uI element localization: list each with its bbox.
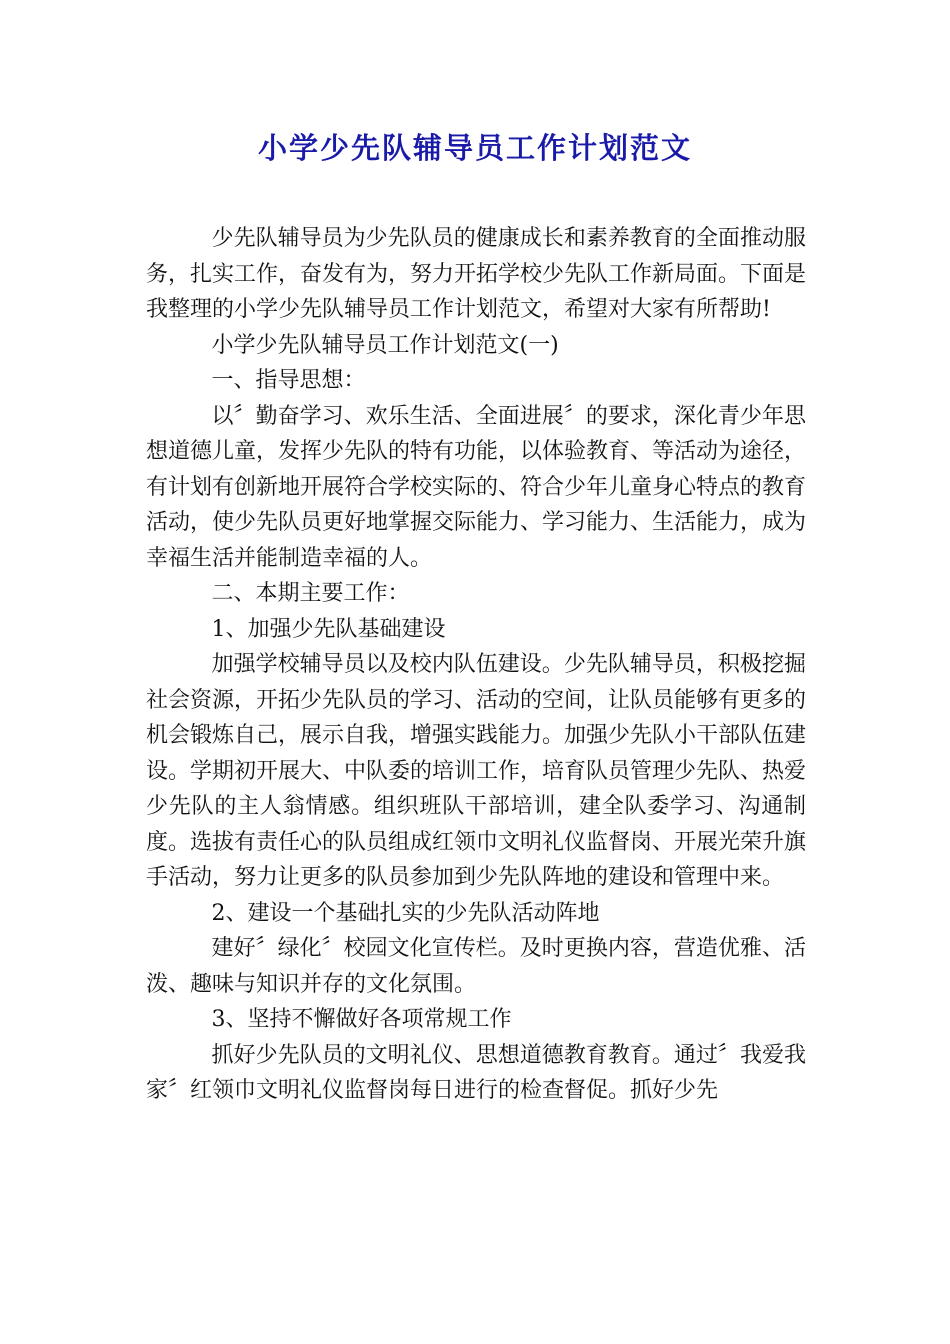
document-title: 小学少先队辅导员工作计划范文 <box>257 131 692 165</box>
paragraph-subheading-1: 1、加强少先队基础建设 <box>211 616 446 642</box>
paragraph-subheading-2: 2、建设一个基础扎实的少先队活动阵地 <box>211 900 600 926</box>
paragraph-activity-base: 建好〞绿化〞校园文化宣传栏。及时更换内容，营造优雅、活泼、趣味与知识并存的文化氛围。 <box>146 936 806 997</box>
paragraph-routine-work: 抓好少先队员的文明礼仪、思想道德教育教育。通过〞我爱我家〞红领巾文明礼仪监督岗每日进行的检查督促。抓好少先 <box>146 1042 806 1103</box>
paragraph-subheading-3: 3、坚持不懈做好各项常规工作 <box>211 1007 512 1032</box>
paragraph-intro: 少先队辅导员为少先队员的健康成长和素养教育的全面推动服务，扎实工作，奋发有为，努力开拓学校少先队工作新局面。下面是我整理的小学少先队辅导员工作计划范文，希望对大家有所帮助! <box>146 226 807 322</box>
document-body <box>146 221 806 1109</box>
paragraph-foundation-building: 加强学校辅导员以及校内队伍建设。少先队辅导员，积极挖掘社会资源，开拓少先队员的学习、活动的空间，让队员能够有更多的机会锻炼自己，展示自我，增强实践能力。加强少先队小干部队伍建设。学期初开展大、中队委的培训工作，培育队员管理少先队、热爱少先队的主人翁情感。组织班队干部培训，建全队委学习、沟通制度。选拔有责任心的队员组成红领巾文明礼仪监督岗、开展光荣升旗手活动，努力让更多的队员参加到少先队阵地的建设和管理中来。 <box>146 652 807 890</box>
paragraph-heading-guiding-ideology: 一、指导思想： <box>211 368 366 393</box>
paragraph-guiding-ideology: 以〞勤奋学习、欢乐生活、全面进展〞的要求，深化青少年思想道德儿童，发挥少先队的特有功能，以体验教育、等活动为途径，有计划有创新地开展符合学校实际的、符合少年儿童身心特点的教育活动，使少先队员更好地掌握交际能力、学习能力、生活能力，成为幸福生活并能制造幸福的人。 <box>146 403 807 571</box>
paragraph-section-heading: 小学少先队辅导员工作计划范文(一) <box>211 332 559 358</box>
paragraph-heading-main-work: 二、本期主要工作： <box>211 581 410 606</box>
